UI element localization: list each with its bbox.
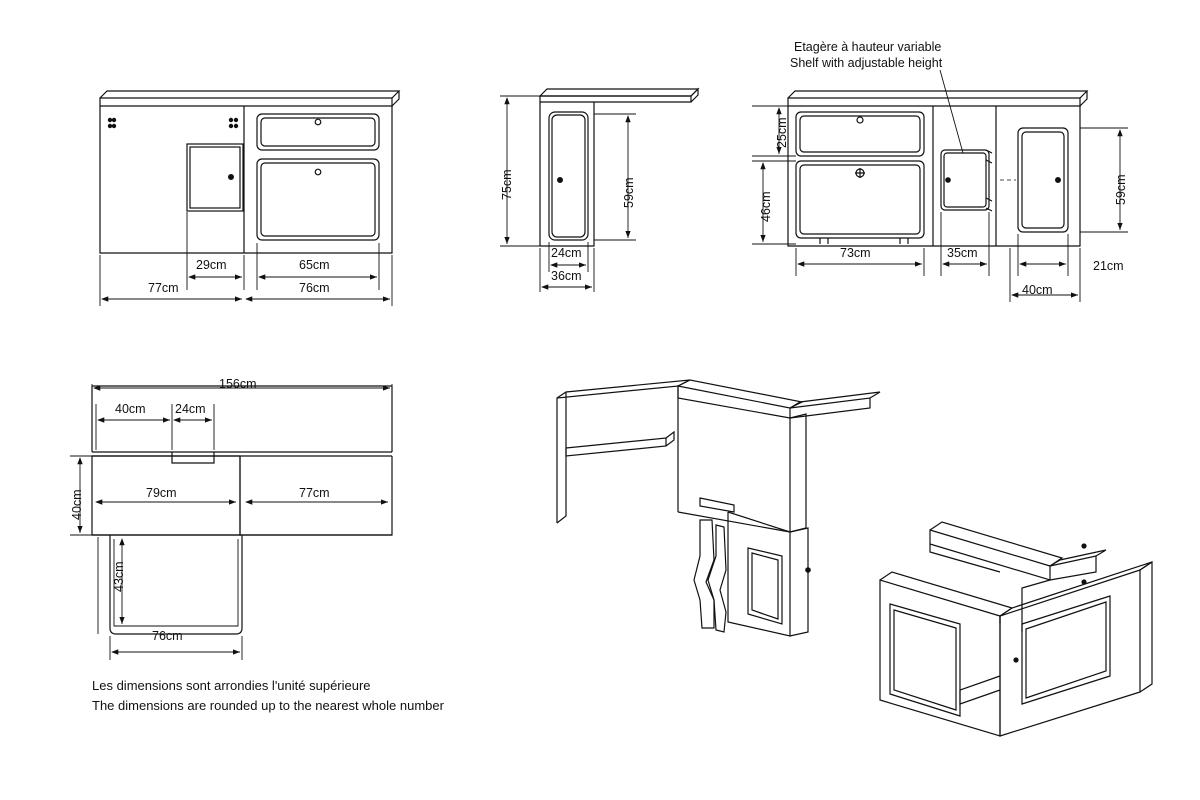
dimension-rear-35: 35cm [947, 246, 978, 260]
dimension-rear-46: 46cm [759, 191, 773, 222]
top-view-geometry [92, 386, 392, 634]
dimension-top-156: 156cm [219, 377, 257, 391]
dimension-side-59: 59cm [622, 177, 636, 208]
front-view-geometry [100, 91, 399, 253]
dimension-front-77: 77cm [148, 281, 179, 295]
dimension-rear-73: 73cm [840, 246, 871, 260]
dimension-rear-21: 21cm [1093, 259, 1124, 273]
isometric-open-view-geometry [557, 380, 880, 636]
dimension-front-65: 65cm [299, 258, 330, 272]
rounding-note-en: The dimensions are rounded up to the nearest whole number [92, 698, 444, 713]
dimension-rear-40: 40cm [1022, 283, 1053, 297]
dimension-top-40: 40cm [115, 402, 146, 416]
dimension-front-76: 76cm [299, 281, 330, 295]
dimension-top-79: 79cm [146, 486, 177, 500]
dimension-rear-59: 59cm [1114, 174, 1128, 205]
front-view-dimension-lines [100, 212, 392, 306]
side-view-geometry [540, 89, 698, 246]
dimension-top-43: 43cm [112, 561, 126, 592]
dimension-top-77: 77cm [299, 486, 330, 500]
dimension-top-76: 76cm [152, 629, 183, 643]
dimension-side-36: 36cm [551, 269, 582, 283]
dimension-front-29: 29cm [196, 258, 227, 272]
rear-view-dimension-lines [752, 106, 1128, 302]
dimension-top-24: 24cm [175, 402, 206, 416]
dimension-side-75: 75cm [500, 169, 514, 200]
dimension-rear-25: 25cm [775, 117, 789, 148]
top-view-dimension-lines [70, 384, 392, 660]
shelf-annotation-en: Shelf with adjustable height [790, 56, 943, 70]
side-view-dimension-lines [500, 96, 636, 292]
shelf-annotation-fr: Etagère à hauteur variable [794, 40, 942, 54]
dimension-side-24: 24cm [551, 246, 582, 260]
dimension-top-40-vertical: 40cm [70, 489, 84, 520]
rear-view-geometry [788, 70, 1087, 246]
rounding-note-fr: Les dimensions sont arrondies l'unité supérieure [92, 678, 371, 693]
isometric-closed-view-geometry [880, 522, 1152, 736]
